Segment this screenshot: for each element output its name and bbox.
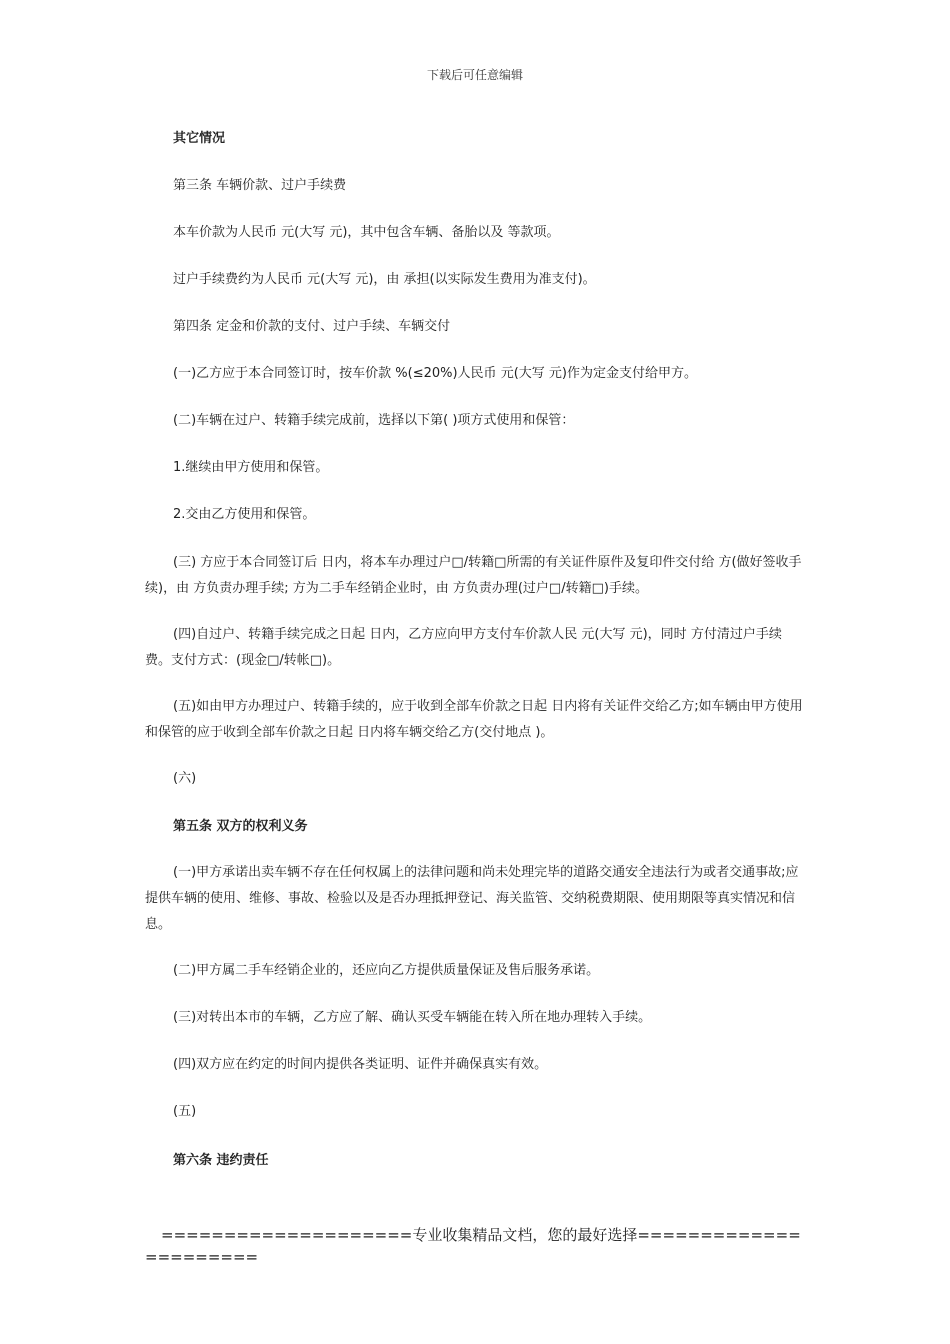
paragraph-documents-valid: (四)双方应在约定的时间内提供各类证明、证件并确保真实有效。 [173,1057,548,1072]
paragraph-payment: (四)自过户、转籍手续完成之日起 日内，乙方应向甲方支付车价款人民 元(大写 元)，同时 方付清过户手续费。支付方式：(现金□/转帐□)。 [145,627,782,668]
article-6-title: 第六条 违约责任 [173,1153,269,1168]
paragraph-vehicle-price: 本车价款为人民币 元(大写 元)，其中包含车辆、备胎以及 等款项。 [173,225,560,240]
paragraph-transfer-fee: 过户手续费约为人民币 元(大写 元)，由 承担(以实际发生费用为准支付)。 [173,272,596,287]
page-footer: ====================专业收集精品文档，您的最好选择====================== [145,1226,801,1266]
article-5-title: 第五条 双方的权利义务 [173,819,308,834]
paragraph-documents-handover: (三) 方应于本合同签订后 日内，将本车办理过户□/转籍□所需的有关证件原件及复印件交付给 方(做好签收手续)，由 方负责办理手续; 方为二手车经销企业时，由 方负责办理(过户□/转籍□)手续。 [145,555,802,596]
paragraph-dealer-warranty: (二)甲方属二手车经销企业的，还应向乙方提供质量保证及售后服务承诺。 [173,963,600,978]
paragraph-delivery: (五)如由甲方办理过户、转籍手续的，应于收到全部车价款之日起 日内将有关证件交给乙方;如车辆由甲方使用和保管的应于收到全部车价款之日起 日内将车辆交给乙方(交付地点 )。 [145,699,803,740]
section-heading-other: 其它情况 [173,131,226,146]
list-item-option-2: 2.交由乙方使用和保管。 [173,507,316,522]
article-3-title: 第三条 车辆价款、过户手续费 [173,178,347,193]
article-4-title: 第四条 定金和价款的支付、过户手续、车辆交付 [173,319,451,334]
paragraph-custody-choice: (二)车辆在过户、转籍手续完成前，选择以下第( )项方式使用和保管： [173,413,575,428]
list-item-five: (五) [173,1104,197,1119]
list-item-six: (六) [173,771,197,786]
paragraph-seller-promise: (一)甲方承诺出卖车辆不存在任何权属上的法律问题和尚未处理完毕的道路交通安全违法行为或者交通事故;应提供车辆的使用、维修、事故、检验以及是否办理抵押登记、海关监管、交纳税费期限、使用期限等真实情况和信息。 [145,865,799,932]
paragraph-deposit: (一)乙方应于本合同签订时，按车价款 %(≤20%)人民币 元(大写 元)作为定金支付给甲方。 [173,366,697,381]
page-header: 下载后可任意编辑 [426,68,523,82]
paragraph-transfer-out: (三)对转出本市的车辆，乙方应了解、确认买受车辆能在转入所在地办理转入手续。 [173,1010,652,1025]
list-item-option-1: 1.继续由甲方使用和保管。 [173,460,329,475]
